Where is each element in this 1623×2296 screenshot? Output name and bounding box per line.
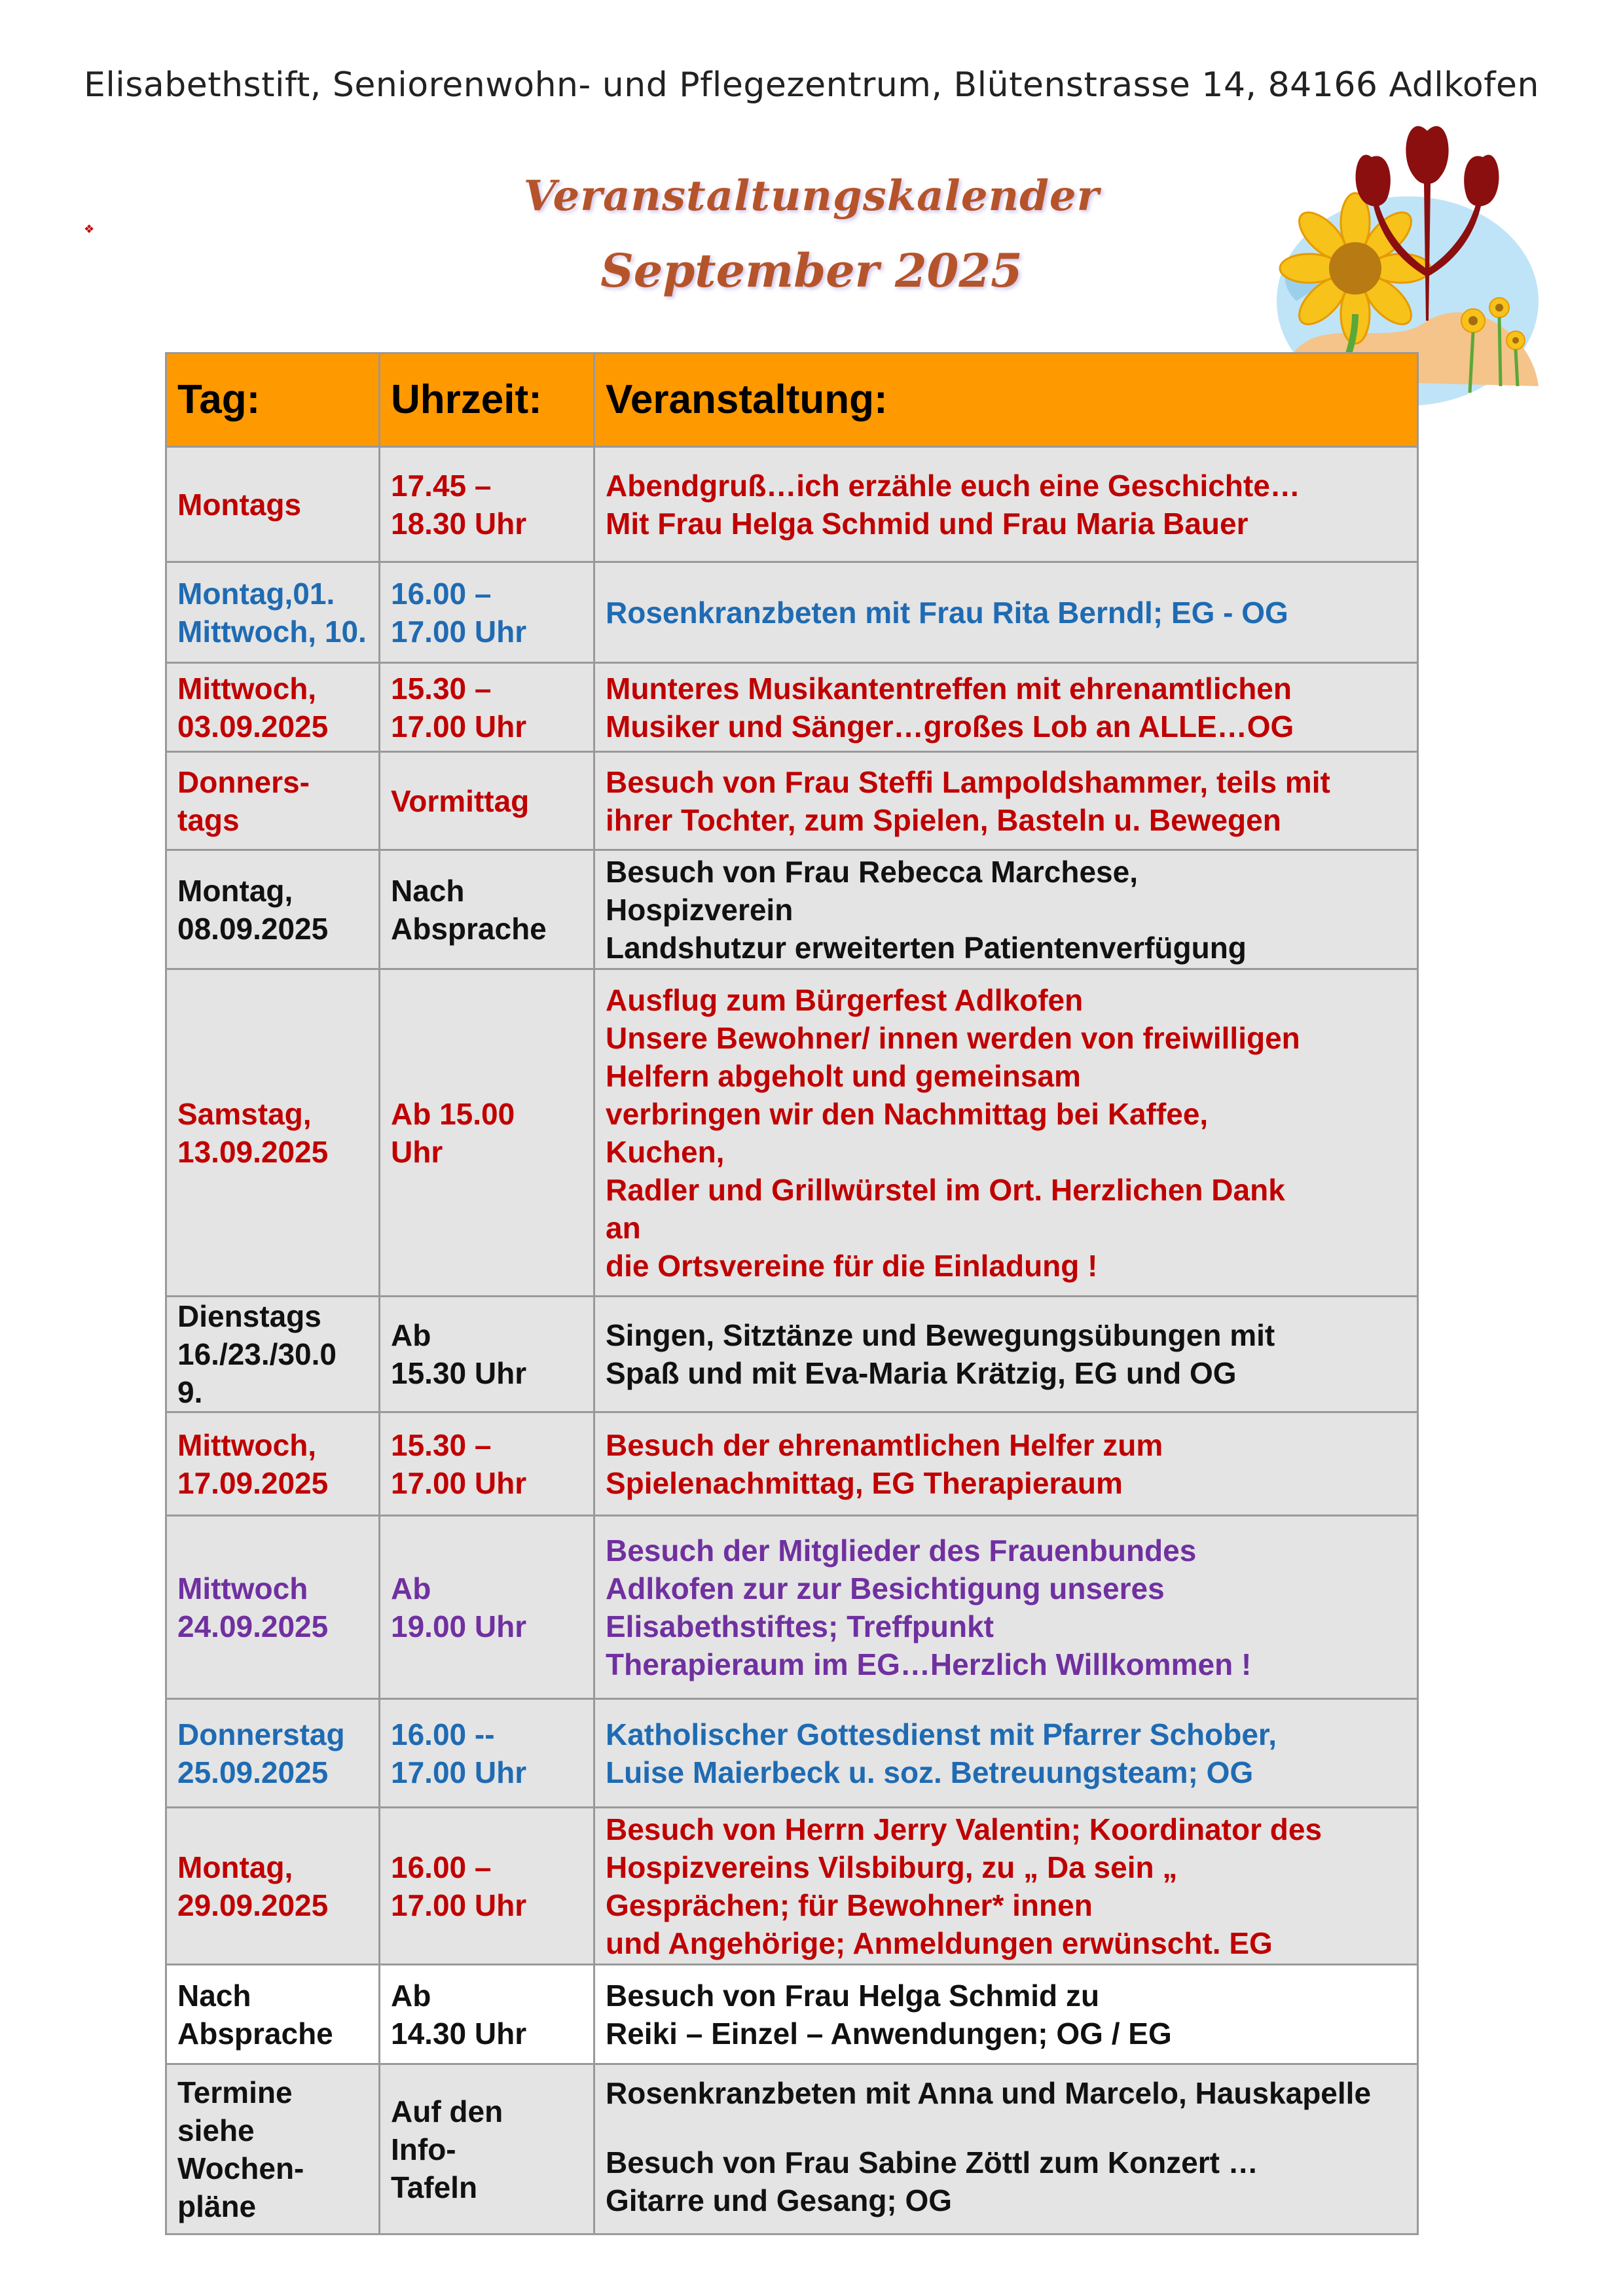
table-row: [166, 850, 1418, 969]
table-row: [166, 752, 1418, 850]
time-cell: Auf den Info- Tafeln: [380, 2064, 594, 2234]
event-cell: Besuch der ehrenamtlichen Helfer zum Spielenachmittag, EG Therapieraum: [594, 1412, 1418, 1516]
time-cell: 17.45 – 18.30 Uhr: [380, 447, 594, 562]
event-cell: Abendgruß…ich erzähle euch eine Geschichte… Mit Frau Helga Schmid und Frau Maria Bauer: [594, 447, 1418, 562]
time-cell: Ab 14.30 Uhr: [380, 1965, 594, 2064]
event-cell: Rosenkranzbeten mit Frau Rita Berndl; EG - OG: [594, 562, 1418, 663]
table-row: [166, 1699, 1418, 1808]
time-cell: 16.00 – 17.00 Uhr: [380, 562, 594, 663]
time-cell: 15.30 – 17.00 Uhr: [380, 1412, 594, 1516]
day-cell: Donners- tags: [166, 752, 380, 850]
event-cell: Besuch von Frau Helga Schmid zu Reiki – Einzel – Anwendungen; OG / EG: [594, 1965, 1418, 2064]
table-header-row: [166, 353, 1418, 447]
table-row: [166, 562, 1418, 663]
time-cell: Ab 19.00 Uhr: [380, 1516, 594, 1699]
time-cell: Vormittag: [380, 752, 594, 850]
event-cell: Katholischer Gottesdienst mit Pfarrer Schober, Luise Maierbeck u. soz. Betreuungsteam; OG: [594, 1699, 1418, 1808]
day-cell: Montag, 08.09.2025: [166, 850, 380, 969]
event-cell: Munteres Musikantentreffen mit ehrenamtlichen Musiker und Sänger…großes Lob an ALLE…OG: [594, 663, 1418, 752]
time-cell: Nach Absprache: [380, 850, 594, 969]
table-row: [166, 1965, 1418, 2064]
table-row: [166, 1516, 1418, 1699]
day-cell: Montag, 29.09.2025: [166, 1808, 380, 1965]
column-header-event: Veranstaltung:: [594, 353, 1418, 447]
organization-header: Elisabethstift, Seniorenwohn- und Pflegezentrum, Blütenstrasse 14, 84166 Adlkofen: [84, 65, 1539, 105]
table-row: [166, 969, 1418, 1297]
calendar-month: September 2025: [600, 243, 1023, 298]
table-row: [166, 663, 1418, 752]
day-cell: Montags: [166, 447, 380, 562]
calendar-title: Veranstaltungskalender: [523, 171, 1100, 221]
time-cell: Ab 15.00 Uhr: [380, 969, 594, 1297]
column-header-day: Tag:: [166, 353, 380, 447]
day-cell: Donnerstag 25.09.2025: [166, 1699, 380, 1808]
event-cell: Besuch der Mitglieder des Frauenbundes Adlkofen zur zur Besichtigung unseres Elisabethstiftes; Treffpunkt Therapieraum im EG…Herzlich Willkommen !: [594, 1516, 1418, 1699]
event-cell: Singen, Sitztänze und Bewegungsübungen mit Spaß und mit Eva-Maria Krätzig, EG und OG: [594, 1297, 1418, 1412]
day-cell: Nach Absprache: [166, 1965, 380, 2064]
day-cell: Mittwoch 24.09.2025: [166, 1516, 380, 1699]
table-row: [166, 1808, 1418, 1965]
day-cell: Termine siehe Wochen- pläne: [166, 2064, 380, 2234]
day-cell: Mittwoch, 03.09.2025: [166, 663, 380, 752]
day-cell: Mittwoch, 17.09.2025: [166, 1412, 380, 1516]
table-row: [166, 447, 1418, 562]
table-row: [166, 1412, 1418, 1516]
event-cell: Besuch von Frau Rebecca Marchese, Hospizverein Landshutzur erweiterten Patientenverfügung: [594, 850, 1418, 969]
day-cell: Montag,01. Mittwoch, 10.: [166, 562, 380, 663]
event-cell: Rosenkranzbeten mit Anna und Marcelo, Hauskapelle Besuch von Frau Sabine Zöttl zum Konzert … Gitarre und Gesang; OG: [594, 2064, 1418, 2234]
table-row: [166, 2064, 1418, 2234]
event-cell: Besuch von Frau Steffi Lampoldshammer, teils mit ihrer Tochter, zum Spielen, Basteln u. Bewegen: [594, 752, 1418, 850]
event-cell: Ausflug zum Bürgerfest Adlkofen Unsere Bewohner/ innen werden von freiwilligen Helfern abgeholt und gemeinsam verbringen wir den Nachmittag bei Kaffee, Kuchen, Radler und Grillwürstel im Ort. Herzlichen Dank an die Ortsvereine für die Einladung !: [594, 969, 1418, 1297]
time-cell: 15.30 – 17.00 Uhr: [380, 663, 594, 752]
column-header-time: Uhrzeit:: [380, 353, 594, 447]
time-cell: Ab 15.30 Uhr: [380, 1297, 594, 1412]
table-row: [166, 1297, 1418, 1412]
time-cell: 16.00 -- 17.00 Uhr: [380, 1699, 594, 1808]
day-cell: Samstag, 13.09.2025: [166, 969, 380, 1297]
event-calendar-table: [165, 352, 1419, 2235]
event-cell: Besuch von Herrn Jerry Valentin; Koordinator des Hospizvereins Vilsbiburg, zu „ Da sein „ Gesprächen; für Bewohner* innen und Angehörige; Anmeldungen erwünscht. EG: [594, 1808, 1418, 1965]
time-cell: 16.00 – 17.00 Uhr: [380, 1808, 594, 1965]
decorative-bullet-icon: ❖: [84, 223, 95, 236]
day-cell: Dienstags 16./23./30.0 9.: [166, 1297, 380, 1412]
